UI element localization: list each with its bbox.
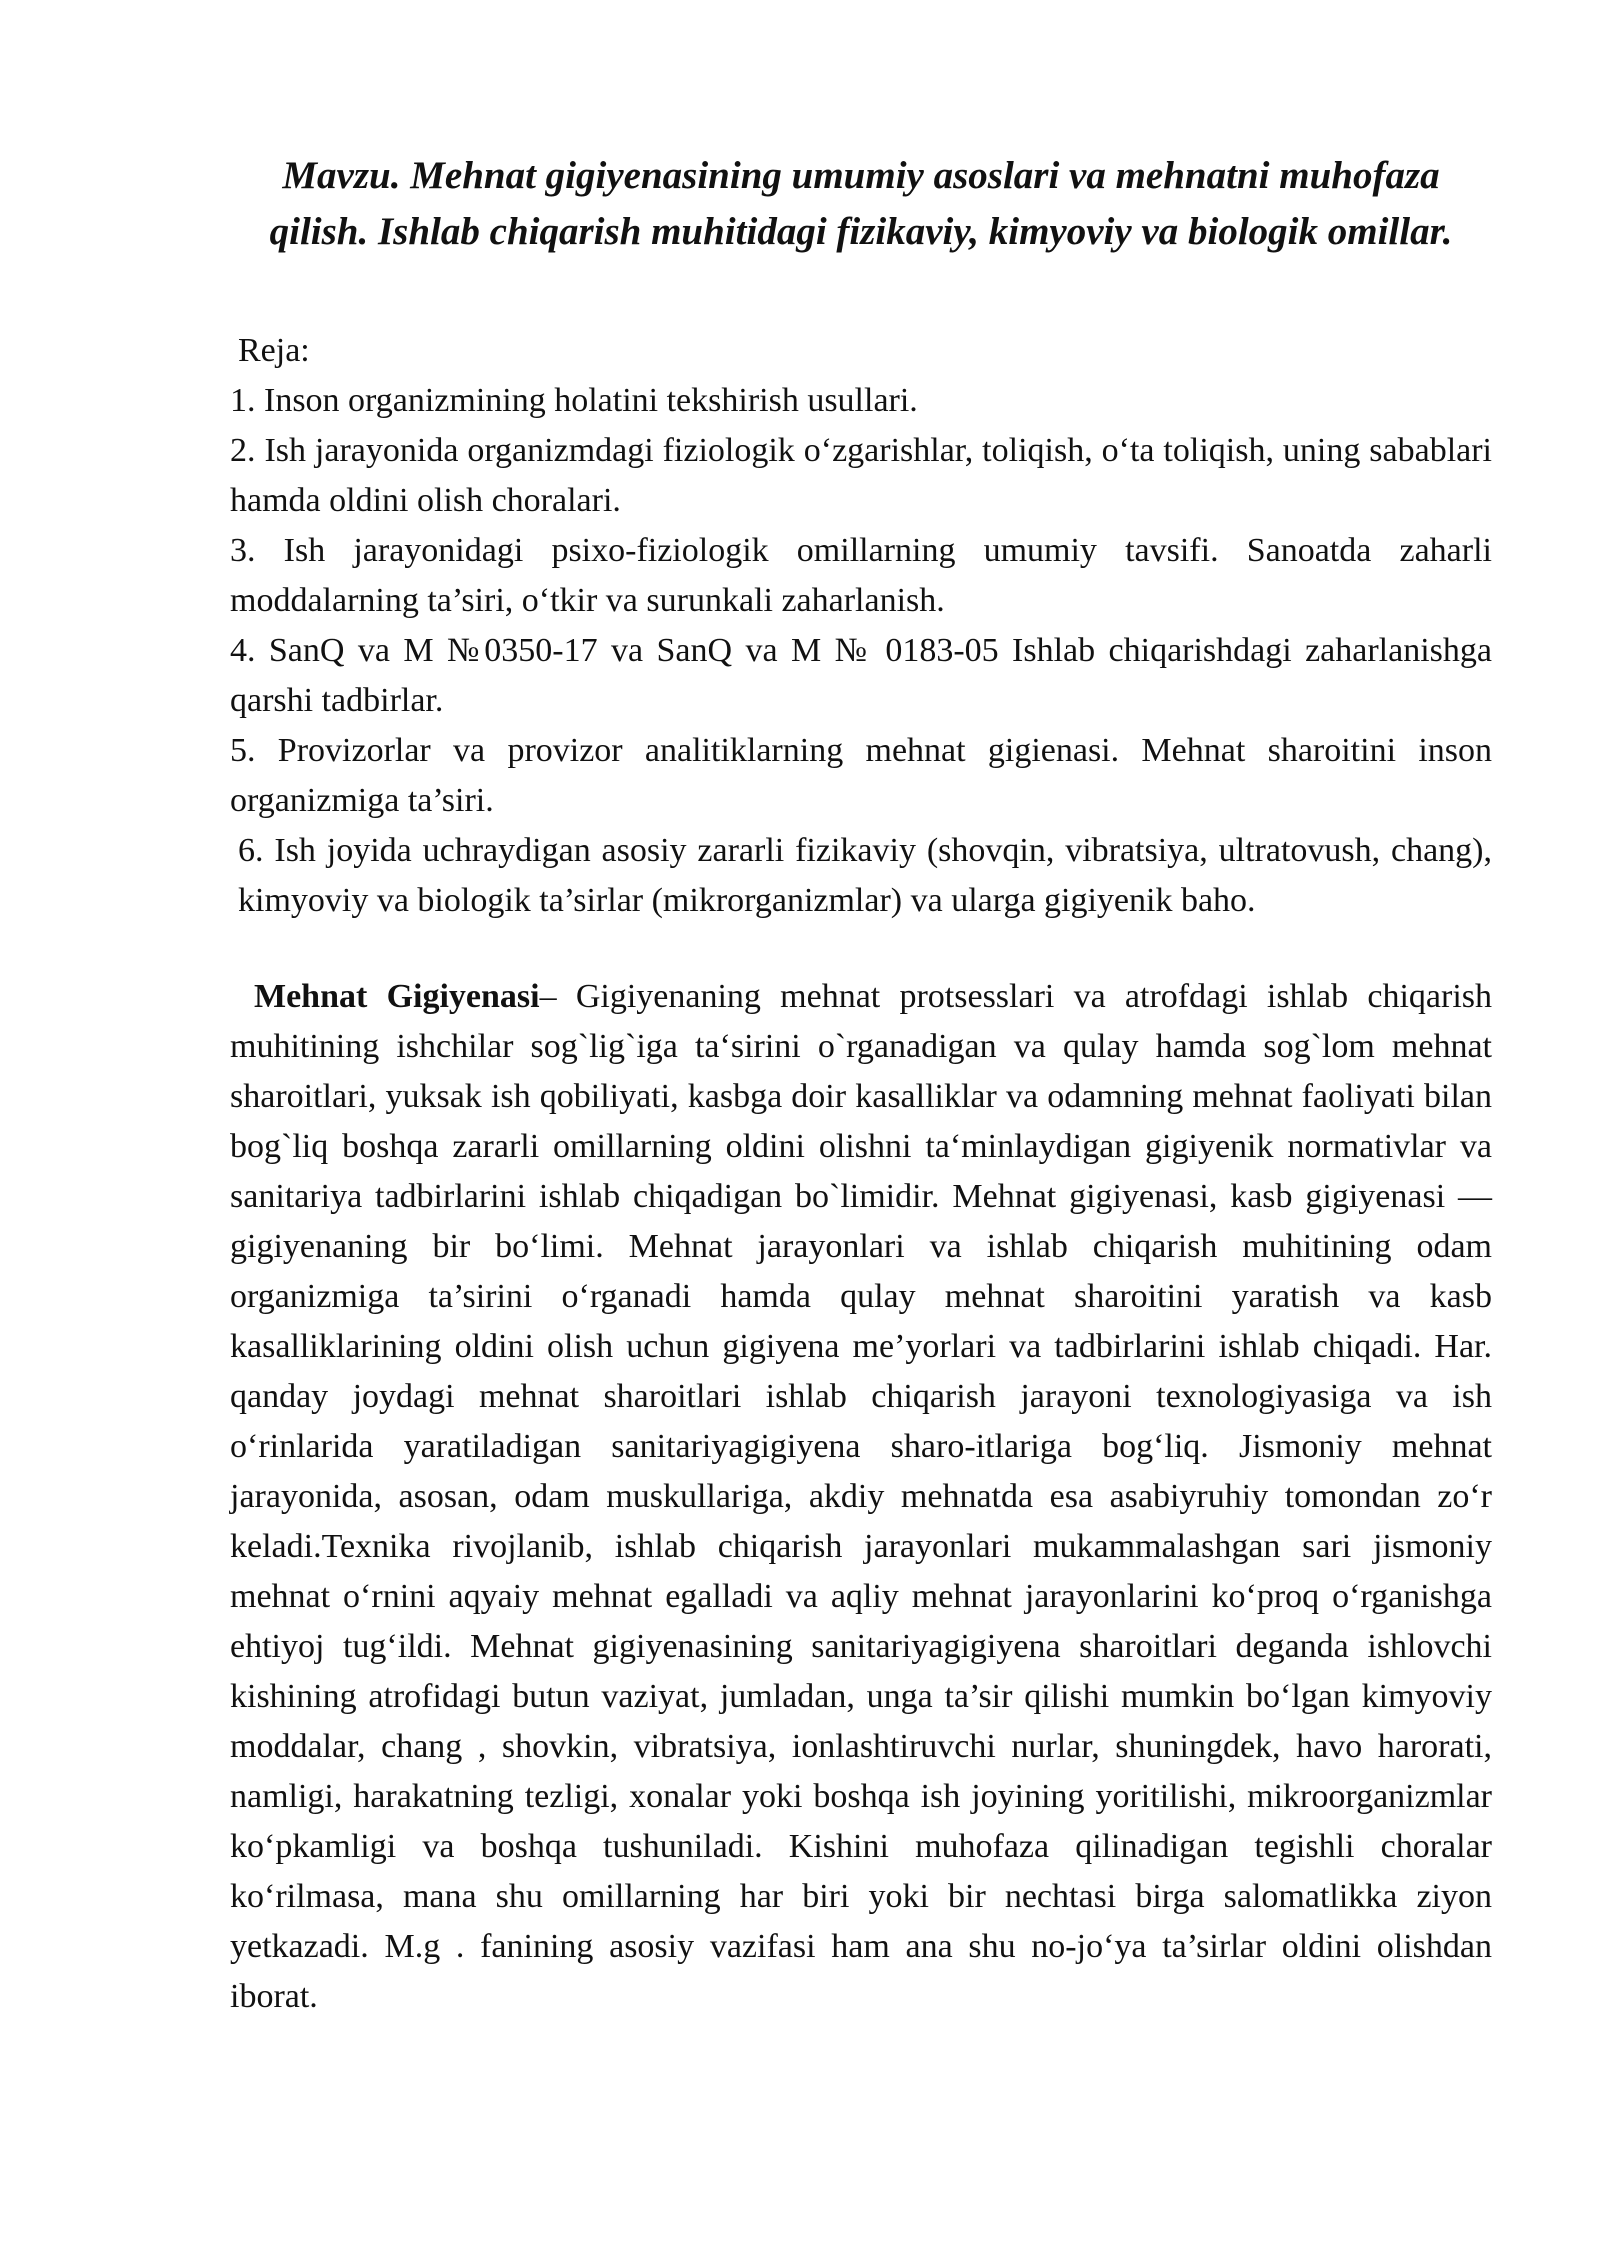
plan-item: 2. Ish jarayonida organizmdagi fiziologik o‘zgarishlar, toliqish, o‘ta toliqish, uning sabablari hamda oldini olish choralari. — [230, 432, 1492, 519]
plan-item: 5. Provizorlar va provizor analitiklarning mehnat gigienasi. Mehnat sharoitini inson organizmiga ta’siri. — [230, 732, 1492, 819]
document-page — [230, 148, 1492, 2022]
plan-heading: Reja: — [238, 332, 310, 369]
document-title: Mavzu. Mehnat gigiyenasining umumiy asoslari va mehnatni muhofaza qilish. Ishlab chiqarish muhitidagi fizikaviy, kimyoviy va biologik omillar. — [269, 154, 1453, 253]
plan-item: 6. Ish joyida uchraydigan asosiy zararli fizikaviy (shovqin, vibratsiya, ultratovush, chang), kimyoviy va biologik ta’sirlar (mikrorganizmlar) va ularga gigiyenik baho. — [238, 832, 1492, 919]
plan-list — [230, 376, 1492, 926]
plan-item: 4. SanQ va M №0350-17 va SanQ va M № 0183-05 Ishlab chiqarishdagi zaharlanishga qarshi tadbirlar. — [230, 632, 1492, 719]
plan-item: 3. Ish jarayonidagi psixo-fiziologik omillarning umumiy tavsifi. Sanoatda zaharli moddalarning ta’siri, o‘tkir va surunkali zaharlanish. — [230, 532, 1492, 619]
body-paragraph — [230, 972, 1492, 2022]
defined-term: Mehnat Gigiyenasi — [254, 978, 540, 1015]
body-text: – Gigiyenaning mehnat protsesslari va atrofdagi ishlab chiqarish muhitining ishchilar sog`lig`iga ta‘sirini o`rganadigan va qulay hamda sog`lom mehnat sharoitlari, yuksak ish qobiliyati, kasbga doir kasalliklar va odamning mehnat faoliyati bilan bog`liq boshqa zararli omillarning oldini olishni ta‘minlaydigan gigiyenik normativlar va sanitariya tadbirlarini ishlab chiqadigan bo`limidir. Mehnat gigiyenasi, kasb gigiyenasi — gigiyenaning bir bo‘limi. Mehnat jarayonlari va ishlab chiqarish muhitining odam organizmiga ta’sirini o‘rganadi hamda qulay mehnat sharoitini yaratish va kasb kasalliklarining oldini olish uchun gigiyena me’yorlari va tadbirlarini ishlab chiqadi. Har. qanday joydagi mehnat sharoitlari ishlab chiqarish jarayoni texnologiyasiga va ish o‘rinlarida yaratiladigan sanitariyagigiyena sharo-itlariga bog‘liq. Jismoniy mehnat jarayonida, asosan, odam muskullariga, akdiy mehnatda esa asabiyruhiy tomondan zo‘r keladi.Texnika rivojlanib, ishlab chiqarish jarayonlari mukammalashgan sari jismoniy mehnat o‘rnini aqyaiy mehnat egalladi va aqliy mehnat jarayonlarini ko‘proq o‘rganishga ehtiyoj tug‘ildi. Mehnat gigiyenasining sanitariyagigiyena sharoitlari deganda ishlovchi kishining atrofidagi butun vaziyat, jumladan, unga ta’sir qilishi mumkin bo‘lgan kimyoviy moddalar, chang , shovkin, vibratsiya, ionlashtiruvchi nurlar, shuningdek, havo harorati, namligi, harakatning tezligi, xonalar yoki boshqa ish joyining yoritilishi, mikroorganizmlar ko‘pkamligi va boshqa tushuniladi. Kishini muhofaza qilinadigan tegishli choralar ko‘rilmasa, mana shu omillarning har biri yoki bir nechtasi birga salomatlikka ziyon yetkazadi. M.g . fanining asosiy vazifasi ham ana shu no-jo‘ya ta’sirlar oldini olishdan iborat. — [230, 978, 1492, 2015]
plan-item: 1. Inson organizmining holatini tekshirish usullari. — [230, 382, 918, 419]
